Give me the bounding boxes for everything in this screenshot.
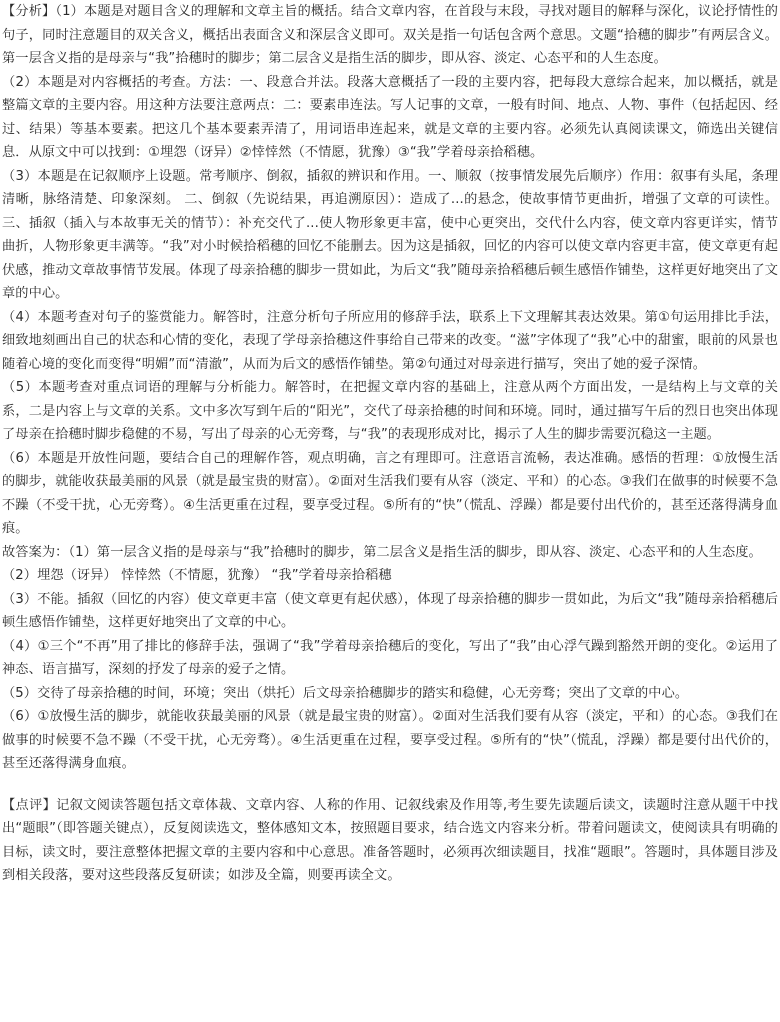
answer-1: 故答案为：（1）第一层含义指的是母亲与“我”拾穗时的脚步，第二层含义是指生活的脚步，即从容、淡定、心态平和的人生态度。	[2, 544, 762, 560]
answer-2: （2）埋怨（讶异） 悻悻然（不情愿，犹豫） “我”学着母亲拾稻穗	[2, 568, 392, 583]
answer-5: （5）交待了母亲拾穗的时间，环境；突出（烘托）后文母亲拾穗脚步的踏实和稳健，心无旁骛；突出了文章的中心。	[2, 685, 689, 701]
analysis-part-4: （4）本题考查对句子的鉴赏能力。解答时，注意分析句子所应用的修辞手法，联系上下文理解其表达效果。第①句运用排比手法，细致地刻画出自己的状态和心情的变化，表现了学母亲拾穗这件事给自己带来的改变。“滋”字体现了“我”心中的甜蜜，眼前的风景也随着心境的变化而变得“明媚”而“清澈”，从而为后文的感悟作铺垫。第②句通过对母亲进行描写，突出了她的爱子深情。	[2, 309, 778, 372]
comment-section	[2, 794, 778, 888]
analysis-part-3: （3）本题是在记叙顺序上设题。常考顺序、倒叙，插叙的辨识和作用。一、顺叙（按事情发展先后顺序）作用：叙事有头尾，条理清晰，脉络清楚、印象深刻。 二、倒叙（先说结果，再追溯原因）：造成了...的悬念，使故事情节更曲折，增强了文章的可读性。 三、插叙（插入与本故事无关的情节）：补充交代了...使人物形象更丰富，使中心更突出，交代什么内容，使文章内容更详实，情节曲折，人物形象更丰满等。“我”对小时候拾稻穗的回忆不能删去。因为这是插叙，回忆的内容可以使文章内容更丰富，使文章更有起伏感，推动文章故事情节发展。体现了母亲拾穗的脚步一贯如此，为后文“我”随母亲拾稻穗后顿生感悟作铺垫，这样更好地突出了文章的中心。	[2, 168, 778, 301]
analysis-part-6: （6）本题是开放性问题，要结合自己的理解作答，观点明确，言之有理即可。注意语言流畅，表达准确。感悟的哲理：①放慢生活的脚步，就能收获最美丽的风景（就是最宝贵的财富）。②面对生活我们要有从容（淡定、平和）的心态。③我们在做事的时候要不急不躁（不受干扰，心无旁骛）。④生活更重在过程，要享受过程。⑤所有的“快”（慌乱、浮躁）都是要付出代价的，甚至还落得满身血痕。	[2, 450, 778, 536]
answer-6: （6）①放慢生活的脚步，就能收获最美丽的风景（就是最宝贵的财富）。②面对生活我们要有从容（淡定，平和）的心态。③我们在做事的时候要不急不躁（不受干扰，心无旁骛）。④生活更重在过程，要享受过程。⑤所有的“快”（慌乱，浮躁）都是要付出代价的，甚至还落得满身血痕。	[2, 709, 778, 771]
analysis-part-1: 【分析】（1）本题是对题目含义的理解和文章主旨的概括。结合文章内容，在首段与末段，寻找对题目的解释与深化，议论抒情性的句子，同时注意题目的双关含义，概括出表面含义和深层含义即可。双关是指一句话包含两个意思。文题“拾穗的脚步”有两层含义。第一层含义指的是母亲与“我”拾穗时的脚步；第二层含义是指生活的脚步，即从容、淡定、心态平和的人生态度。	[2, 4, 778, 66]
answer-3: （3）不能。插叙（回忆的内容）使文章更丰富（使文章更有起伏感），体现了母亲拾穗的脚步一贯如此，为后文“我”随母亲拾稻穗后顿生感悟作铺垫，这样更好地突出了文章的中心。	[2, 591, 778, 630]
analysis-part-2: （2）本题是对内容概括的考查。方法：一、段意合并法。段落大意概括了一段的主要内容，把每段大意综合起来，加以概括，就是整篇文章的主要内容。用这种方法要注意两点：二：要素串连法。写人记事的文章，一般有时间、地点、人物、事件（包括起因、经过、结果）等基本要素。把这几个基本要素弄清了，用词语串连起来，就是文章的主要内容。必须先认真阅读课文，筛选出关键信息．从原文中可以找到：①埋怨（讶异）②悻悻然（不情愿，犹豫）③“我”学着母亲拾稻穗。	[2, 74, 778, 160]
answer-4: （4）①三个“不再”用了排比的修辞手法，强调了“我”学着母亲拾穗后的变化，写出了“我”由心浮气躁到豁然开朗的变化。②运用了神态、语言描写，深刻的抒发了母亲的爱子之情。	[2, 638, 778, 677]
answers-section	[2, 541, 778, 776]
comment-text: 【点评】记叙文阅读答题包括文章体裁、文章内容、人称的作用、记叙线索及作用等,考生要先读题后读文，读题时注意从题干中找出“题眼”（即答题关键点），反复阅读选文，整体感知文本，按照题目要求，结合选文内容来分析。带着问题读文，使阅读具有明确的目标，读文时，要注意整体把握文章的主要内容和中心意思。准备答题时，必须再次细读题目，找准“题眼”。答题时，具体题目涉及到相关段落，要对这些段落反复研读；如涉及全篇，则要再读全文。	[2, 797, 778, 883]
analysis-part-5: （5）本题考查对重点词语的理解与分析能力。解答时，在把握文章内容的基础上，注意从两个方面出发，一是结构上与文章的关系，二是内容上与文章的关系。文中多次写到午后的“阳光”，交代了母亲拾穗的时间和环境。同时，通过描写午后的烈日也突出体现了母亲在拾穗时脚步稳健的不易，写出了母亲的心无旁骛，与“我”的表现形成对比，揭示了人生的脚步需要沉稳这一主题。	[2, 380, 778, 442]
analysis-section	[2, 0, 778, 541]
